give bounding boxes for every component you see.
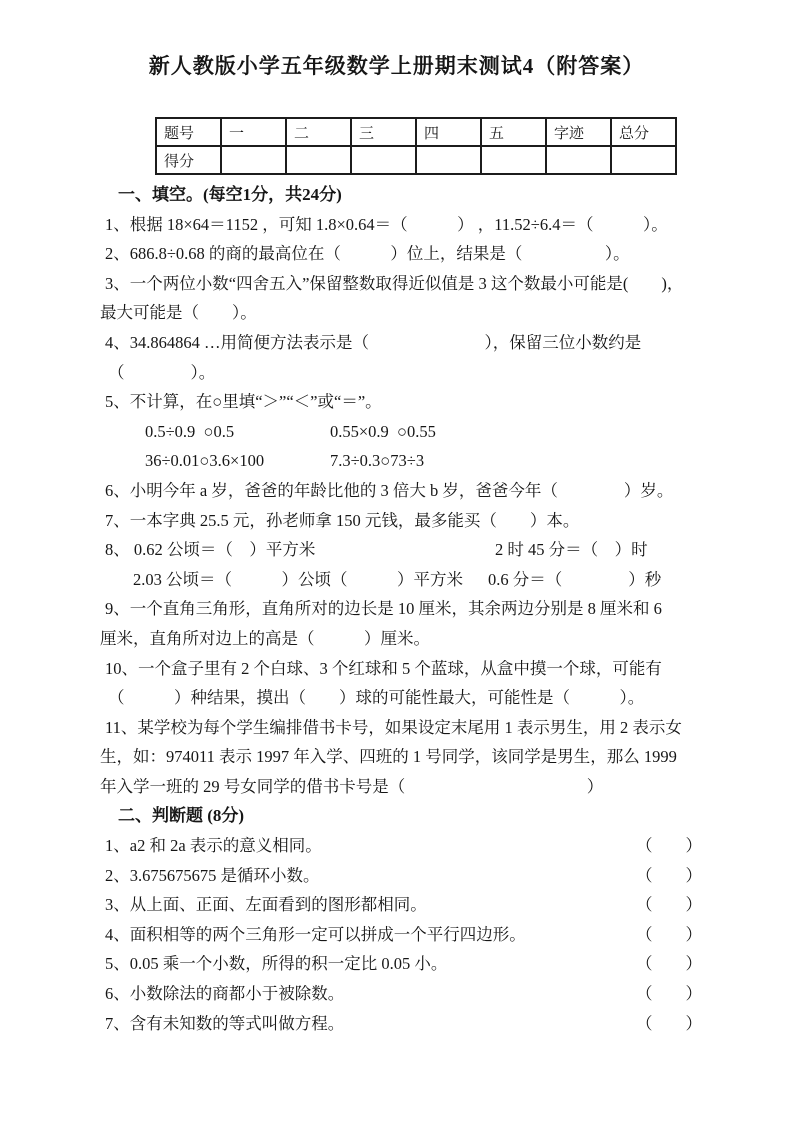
- fill-line-right-column: 7.3÷0.3○73÷3: [330, 451, 425, 471]
- page-title: 新人教版小学五年级数学上册期末测试4（附答案）: [148, 54, 645, 78]
- score-empty-cell: [286, 146, 351, 174]
- judge-answer-blank: （ ）: [636, 865, 702, 885]
- score-table-header-cell: 三: [351, 118, 416, 146]
- fill-question-line: 5、不计算，在○里填“＞”“＜”或“＝”。: [105, 392, 382, 412]
- fill-question-line: 7、一本字典 25.5 元，孙老师拿 150 元钱，最多能买（ ）本。: [105, 510, 580, 530]
- judge-question-text: 2、3.675675675 是循环小数。: [105, 865, 320, 885]
- fill-question-line: 6、小明今年 a 岁，爸爸的年龄比他的 3 倍大 b 岁，爸爸今年（ ）岁。: [105, 480, 674, 500]
- fill-line-left-column: 2.03 公顷＝（ ）公顷（ ）平方米: [133, 569, 463, 589]
- judge-question-row: [100, 831, 710, 861]
- fill-question-line: [100, 417, 710, 447]
- judge-answer-blank: （ ）: [636, 954, 702, 974]
- fill-question-line: 4、34.864864 …用简便方法表示是（ ），保留三位小数约是: [105, 332, 642, 352]
- fill-line-right-column: 0.55×0.9 ○0.55: [330, 421, 436, 441]
- judge-question-text: 5、0.05 乘一个小数，所得的积一定比 0.05 小。: [105, 954, 448, 974]
- score-table: [155, 117, 677, 175]
- fill-question-line: 10、一个盒子里有 2 个白球、3 个红球和 5 个蓝球，从盒中摸一个球，可能有: [105, 658, 662, 678]
- section2-heading: 二、判断题 (8分): [118, 806, 245, 826]
- judge-answer-blank: （ ）: [636, 836, 702, 856]
- judge-question-row: [100, 979, 710, 1009]
- score-table-header-cell: 五: [481, 118, 546, 146]
- score-table-header-cell: 四: [416, 118, 481, 146]
- fill-in-questions: [100, 210, 710, 802]
- paper-body: [100, 180, 710, 1038]
- judge-question-text: 1、a2 和 2a 表示的意义相同。: [105, 836, 322, 856]
- fill-question-line: 生，如：974011 表示 1997 年入学、四班的 1 号同学，该同学是男生，那么 1999: [100, 747, 677, 767]
- score-empty-cell: [416, 146, 481, 174]
- fill-question-line: 3、一个两位小数“四舍五入”保留整数取得近似值是 3 这个数最小可能是( )，: [105, 273, 684, 293]
- judge-question-text: 7、含有未知数的等式叫做方程。: [105, 1013, 345, 1033]
- judge-question-text: 3、从上面、正面、左面看到的图形都相同。: [105, 895, 427, 915]
- fill-question-line: 2、686.8÷0.68 的商的最高位在（ ）位上，结果是（ ）。: [105, 244, 630, 264]
- judge-question-row: [100, 920, 710, 950]
- fill-line-right-column: 0.6 分＝（ ）秒: [488, 569, 662, 589]
- judge-question-text: 4、面积相等的两个三角形一定可以拼成一个平行四边形。: [105, 924, 526, 944]
- judge-question-text: 6、小数除法的商都小于被除数。: [105, 984, 345, 1004]
- section1-heading: 一、填空。(每空1分，共24分): [118, 185, 342, 204]
- judge-answer-blank: （ ）: [636, 924, 702, 944]
- judge-answer-blank: （ ）: [636, 1013, 702, 1033]
- judge-question-row: [100, 861, 710, 891]
- score-empty-cell: [351, 146, 416, 174]
- judge-questions: [100, 831, 710, 1038]
- judge-question-row: [100, 1009, 710, 1039]
- fill-question-line: [100, 565, 710, 595]
- fill-question-line: 1、根据 18×64＝1152 ，可知 1.8×0.64＝（ ） ，11.52÷6.4＝（ ）。: [105, 214, 668, 234]
- fill-question-line: （ ）种结果，摸出（ ）球的可能性最大，可能性是（ ）。: [108, 688, 645, 708]
- judge-question-row: [100, 890, 710, 920]
- fill-line-left-column: 8、 0.62 公顷＝（ ）平方米: [105, 540, 316, 560]
- score-table-header-cell: 字迹: [546, 118, 611, 146]
- judge-question-row: [100, 949, 710, 979]
- score-table-header-row: [156, 118, 676, 146]
- score-empty-cell: [481, 146, 546, 174]
- fill-line-left-column: 0.5÷0.9 ○0.5: [145, 421, 235, 441]
- fill-question-line: 最大可能是（ ）。: [100, 303, 257, 323]
- fill-question-line: 9、一个直角三角形，直角所对的边长是 10 厘米，其余两边分别是 8 厘米和 6: [105, 599, 662, 619]
- score-table-header-cell: 二: [286, 118, 351, 146]
- score-table-header-cell: 总分: [611, 118, 676, 146]
- fill-question-line: [100, 446, 710, 476]
- score-table-header-cell: 题号: [156, 118, 221, 146]
- fill-line-left-column: 36÷0.01○3.6×100: [145, 451, 265, 471]
- score-empty-cell: [546, 146, 611, 174]
- fill-question-line: 年入学一班的 29 号女同学的借书卡号是（ ）: [100, 776, 604, 796]
- fill-question-line: 厘米，直角所对边上的高是（ ）厘米。: [100, 628, 430, 648]
- score-row-label: 得分: [156, 146, 221, 174]
- score-empty-cell: [221, 146, 286, 174]
- score-empty-cell: [611, 146, 676, 174]
- fill-question-line: [100, 535, 710, 565]
- judge-answer-blank: （ ）: [636, 895, 702, 915]
- score-table-score-row: [156, 146, 676, 174]
- fill-question-line: （ ）。: [108, 362, 216, 382]
- judge-answer-blank: （ ）: [636, 984, 702, 1004]
- fill-line-right-column: 2 时 45 分＝（ ）时: [495, 540, 648, 560]
- score-table-header-cell: 一: [221, 118, 286, 146]
- fill-question-line: 11、某学校为每个学生编排借书卡号，如果设定末尾用 1 表示男生，用 2 表示女: [105, 717, 682, 737]
